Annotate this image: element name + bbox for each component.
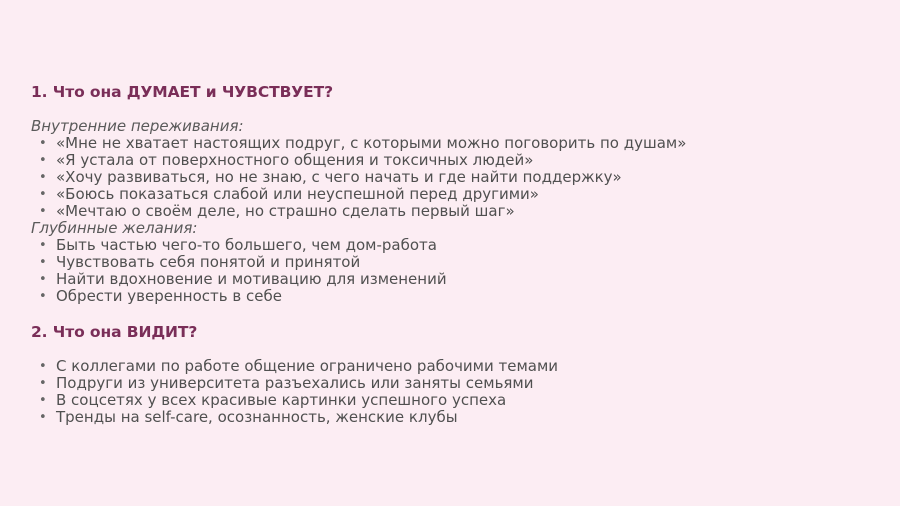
- list-item: • Найти вдохновение и мотивацию для изменений: [39, 270, 447, 288]
- list-item: • «Боюсь показаться слабой или неуспешной перед другими»: [39, 185, 539, 203]
- section-2-title: 2. Что она ВИДИТ?: [31, 323, 198, 341]
- sees-list: [31, 358, 881, 426]
- bullet-icon: •: [39, 289, 47, 304]
- deep-desires-label: Глубинные желания:: [31, 219, 198, 237]
- list-item: • В соцсетях у всех красивые картинки успешного успеха: [39, 391, 507, 409]
- list-item: • С коллегами по работе общение ограничено рабочими темами: [39, 357, 559, 375]
- bullet-icon: •: [39, 136, 47, 151]
- bullet-icon: •: [39, 187, 47, 202]
- bullet-icon: •: [39, 410, 47, 425]
- bullet-icon: •: [39, 153, 47, 168]
- deep-desires-list: [31, 237, 881, 305]
- bullet-icon: •: [39, 255, 47, 270]
- list-item: • «Я устала от поверхностного общения и токсичных людей»: [39, 151, 534, 169]
- list-item: • «Мечтаю о своём деле, но страшно сделать первый шаг»: [39, 202, 515, 220]
- list-item: • Обрести уверенность в себе: [39, 287, 282, 305]
- bullet-icon: •: [39, 376, 47, 391]
- inner-experiences-list: [31, 135, 881, 220]
- bullet-icon: •: [39, 359, 47, 374]
- bullet-icon: •: [39, 272, 47, 287]
- list-item: • «Хочу развиваться, но не знаю, с чего начать и где найти поддержку»: [39, 168, 622, 186]
- list-item: • Тренды на self-care, осознанность, женские клубы: [39, 408, 458, 426]
- bullet-icon: •: [39, 238, 47, 253]
- list-item: • Подруги из университета разъехались или заняты семьями: [39, 374, 534, 392]
- list-item: • Быть частью чего-то большего, чем дом-работа: [39, 236, 437, 254]
- slide-content: [31, 82, 881, 426]
- section-1-title: 1. Что она ДУМАЕТ и ЧУВСТВУЕТ?: [31, 83, 333, 101]
- inner-experiences-label: Внутренние переживания:: [31, 117, 244, 135]
- bullet-icon: •: [39, 170, 47, 185]
- list-item: • Чувствовать себя понятой и принятой: [39, 253, 361, 271]
- bullet-icon: •: [39, 204, 47, 219]
- list-item: • «Мне не хватает настоящих подруг, с которыми можно поговорить по душам»: [39, 134, 687, 152]
- bullet-icon: •: [39, 393, 47, 408]
